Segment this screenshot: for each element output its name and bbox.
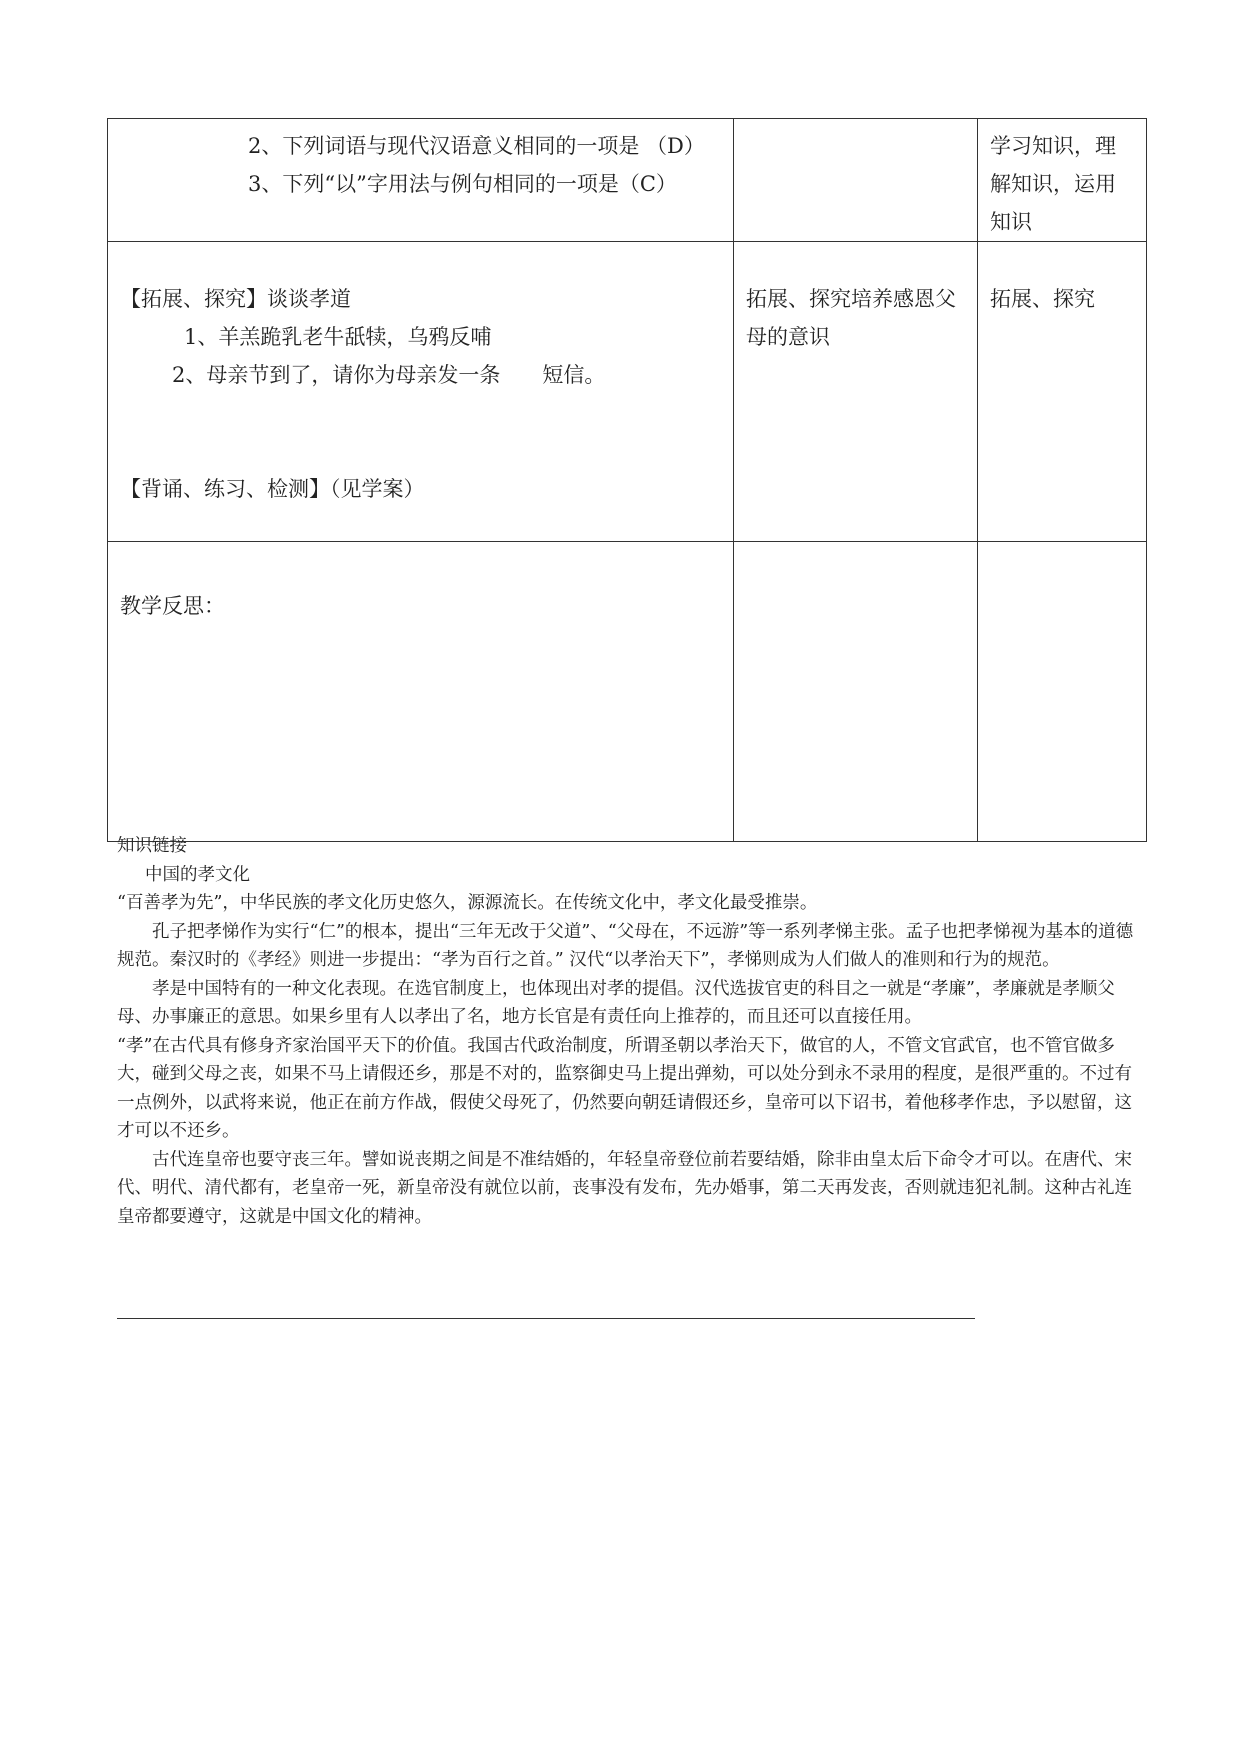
design-intent-cell [734,542,978,842]
table-row [108,542,1147,842]
table-row [108,242,1147,542]
question-3: 3、下列“以”字用法与例句相同的一项是（C） [248,172,677,196]
activity-cell [978,542,1147,842]
knowledge-paragraph: 孝是中国特有的一种文化表现。在选官制度上，也体现出对孝的提倡。汉代选拔官吏的科目之一就是“孝廉”，孝廉就是孝顺父母、办事廉正的意思。如果乡里有人以孝出了名，地方长官是有责任向上推荐的，而且还可以直接任用。 [117,978,1115,1027]
knowledge-link-section [117,832,1137,1231]
activity-text: 拓展、探究 [990,287,1095,311]
knowledge-paragraph: “百善孝为先”，中华民族的孝文化历史悠久，源源流长。在传统文化中，孝文化最受推崇。 [117,893,818,913]
activity-cell [978,119,1147,242]
knowledge-paragraph: 孔子把孝悌作为实行“仁”的根本，提出“三年无改于父道”、“父母在，不远游”等一系列孝悌主张。孟子也把孝悌视为基本的道德规范。秦汉时的《孝经》则进一步提出：“孝为百行之首。” 汉代“以孝治天下”，孝悌则成为人们做人的准则和行为的规范。 [117,921,1134,970]
extend-item-2: 2、母亲节到了，请你为母亲发一条 短信。 [172,363,606,387]
knowledge-paragraph: 古代连皇帝也要守丧三年。譬如说丧期之间是不准结婚的，年轻皇帝登位前若要结婚，除非由皇太后下命令才可以。在唐代、宋代、明代、清代都有，老皇帝一死，新皇帝没有就位以前，丧事没有发布，先办婚事，第二天再发丧，否则就违犯礼制。这种古礼连皇帝都要遵守，这就是中国文化的精神。 [117,1149,1132,1227]
design-intent-text: 拓展、探究培养感恩父母的意识 [746,287,956,349]
knowledge-paragraph: “孝”在古代具有修身齐家治国平天下的价值。我国古代政治制度，所谓圣朝以孝治天下，做官的人，不管文官武官，也不管官做多大，碰到父母之丧，如果不马上请假还乡，那是不对的，监察御史马上提出弹劾，可以处分到永不录用的程度，是很严重的。不过有一点例外，以武将来说，他正在前方作战，假使父母死了，仍然要向朝廷请假还乡，皇帝可以下诏书，着他移孝作忠，予以慰留，这才可以不还乡。 [117,1035,1132,1141]
knowledge-heading: 知识链接 [117,836,187,856]
lesson-plan-table [107,118,1147,842]
question-2: 2、下列词语与现代汉语意义相同的一项是 （D） [248,134,705,158]
activity-text: 学习知识，理解知识，运用知识 [990,134,1116,234]
design-intent-cell [734,242,978,542]
footer-rule [117,1318,975,1319]
knowledge-subtitle: 中国的孝文化 [145,864,250,885]
teaching-content-cell [108,119,734,242]
table-row [108,119,1147,242]
reflection-cell [108,542,734,842]
section-heading-review: 【背诵、练习、检测】（见学案） [120,477,425,501]
section-heading-extend: 【拓展、探究】谈谈孝道 [120,287,351,311]
teaching-content-cell [108,242,734,542]
extend-item-1: 1、羊羔跪乳老牛舐犊，乌鸦反哺 [184,325,492,349]
reflection-label: 教学反思： [120,594,225,618]
design-intent-cell [734,119,978,242]
activity-cell [978,242,1147,542]
